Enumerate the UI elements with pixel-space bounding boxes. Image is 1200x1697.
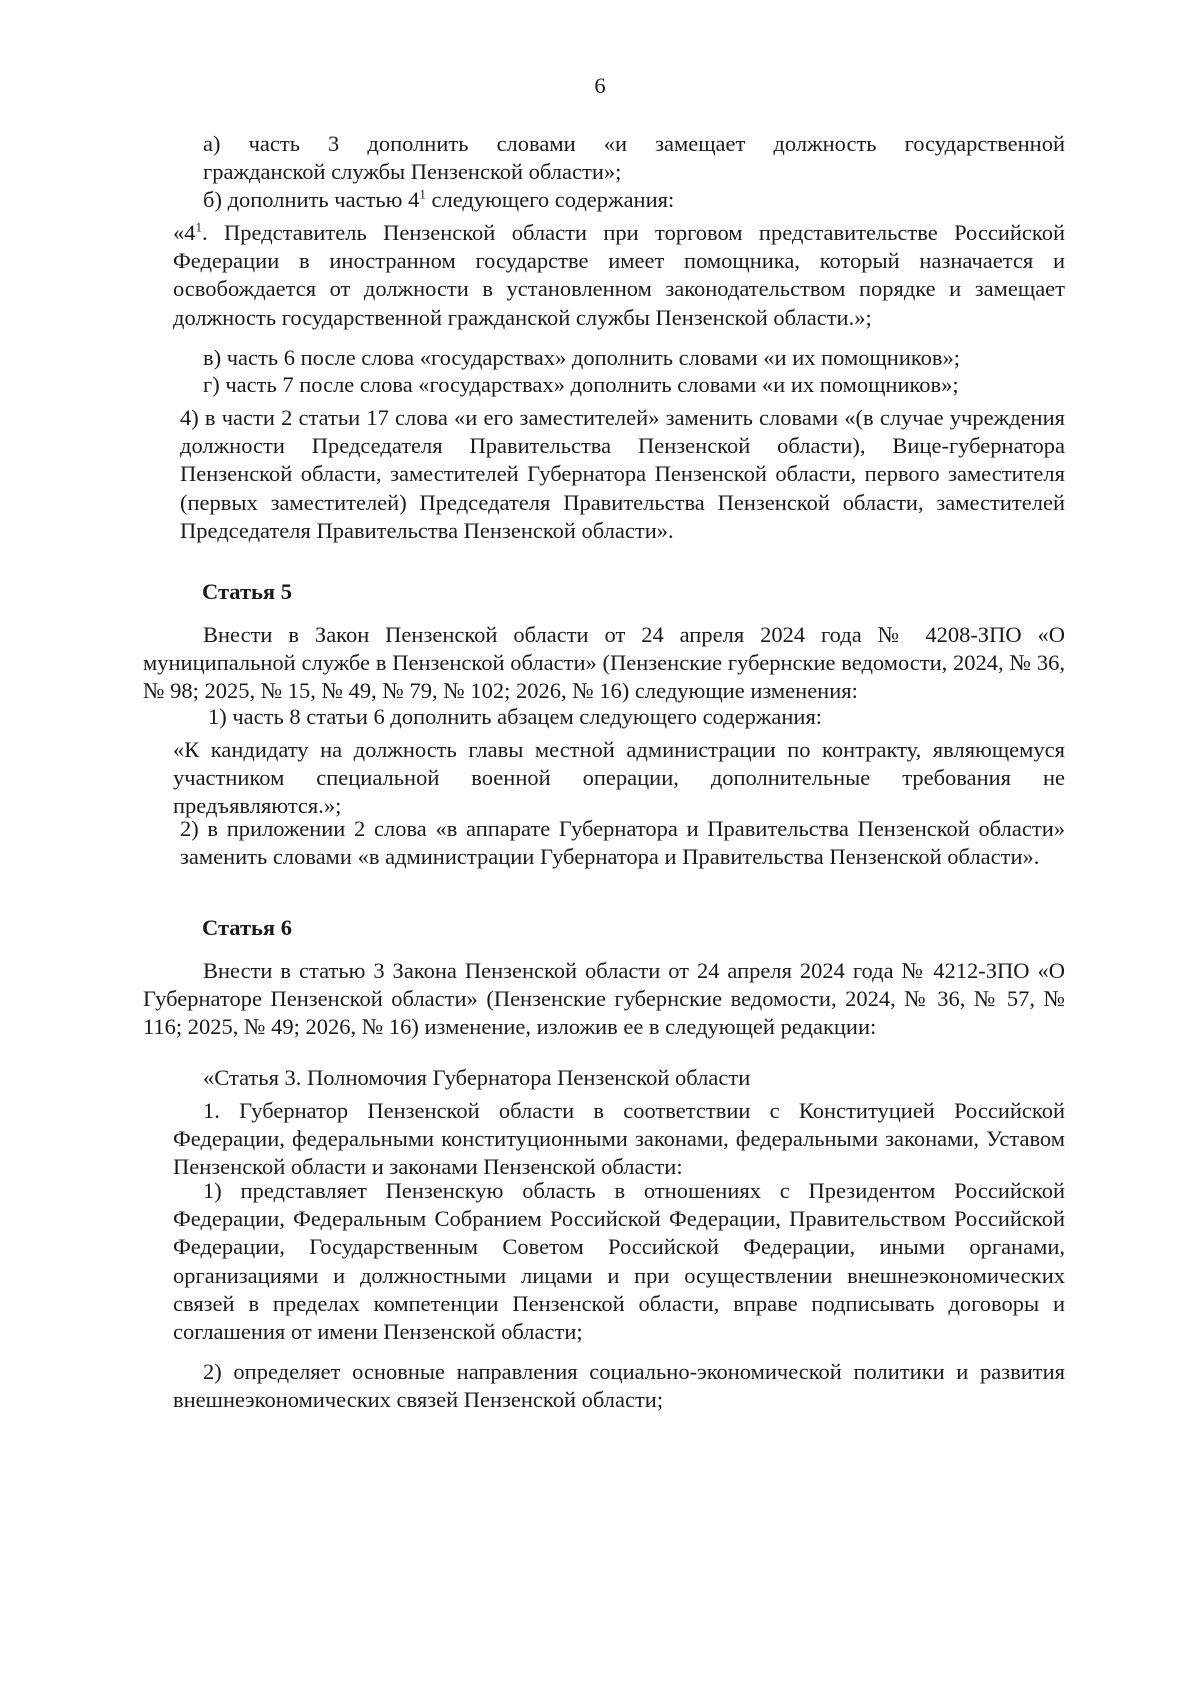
quote-paragraph-4-1 [173, 219, 1065, 332]
paragraph-a-line2: гражданской службы Пензенской области»; [203, 159, 622, 184]
paragraph-a-line1: а) часть 3 дополнить словами «и замещает должность государственной [203, 131, 1065, 156]
article-6-intro: Внести в статью 3 Закона Пензенской области от 24 апреля 2024 года № 4212-ЗПО «О Губернаторе Пензенской области» (Пензенские губернские ведомости, 2024, № 36, № 57, № 116; 2025, № 49; 2026, № 16) изменение, изложив ее в следующей редакции: [143, 958, 1065, 1040]
article-6-item-2: 2) определяет основные направления социально-экономической политики и развития внешнеэкономических связей Пензенской области; [173, 1359, 1065, 1413]
paragraph-g: г) часть 7 после слова «государствах» дополнить словами «и их помощников»; [203, 372, 959, 397]
article-6-title: Статья 6 [202, 915, 292, 940]
quote-start: «4 [173, 220, 196, 245]
paragraph-v: в) часть 6 после слова «государствах» дополнить словами «и их помощников»; [203, 345, 961, 370]
paragraph-b [203, 186, 1065, 214]
article-5-item-1: 1) часть 8 статьи 6 дополнить абзацем следующего содержания: [208, 704, 823, 729]
article-5-title: Статья 5 [202, 579, 292, 604]
article-5-quote: «К кандидату на должность главы местной администрации по контракту, являющемуся участником специальной военной операции, дополнительные требования не предъявляются.»; [173, 737, 1065, 819]
article-5-intro: Внести в Закон Пензенской области от 24 апреля 2024 года № 4208-ЗПО «О муниципальной службе в Пензенской области» (Пензенские губернские ведомости, 2024, № 36, № 98; 2025, № 15, № 49, № 79, № 102; 2026, № 16) следующие изменения: [143, 622, 1065, 704]
article-5-item-2: 2) в приложении 2 слова «в аппарате Губернатора и Правительства Пензенской области» заменить словами «в администрации Губернатора и Правительства Пензенской области». [180, 816, 1065, 870]
superscript: 1 [195, 219, 202, 235]
article-6-paragraph-1: 1. Губернатор Пензенской области в соответствии с Конституцией Российской Федерации, федеральными конституционными законами, федеральными законами, Уставом Пензенской области и законами Пензенской области: [173, 1098, 1065, 1180]
article-6-heading: «Статья 3. Полномочия Губернатора Пензенской области [203, 1065, 751, 1090]
paragraph-b-text-end: следующего содержания: [425, 187, 675, 212]
quote-text: . Представитель Пензенской области при торговом представительстве Российской Федерации в иностранном государстве имеет помощника, который назначается и освобождается от должности в установленном законодательством порядке и замещает должность государственной гражданской службы Пензенской области.»; [173, 220, 1065, 330]
paragraph-item-4: 4) в части 2 статьи 17 слова «и его заместителей» заменить словами «(в случае учреждения должности Председателя Правительства Пензенской области), Вице-губернатора Пензенской области, заместителей Губернатора Пензенской области, первого заместителя (первых заместителей) Председателя Правительства Пензенской области, заместителей Председателя Правительства Пензенской области». [180, 405, 1065, 543]
article-6-item-1: 1) представляет Пензенскую область в отношениях с Президентом Российской Федерации, Федеральным Собранием Российской Федерации, Правительством Российской Федерации, Государственным Советом Российской Федерации, иными органами, организациями и должностными лицами и при осуществлении внешнеэкономических связей в пределах компетенции Пензенской области, вправе подписывать договоры и соглашения от имени Пензенской области; [173, 1178, 1065, 1345]
superscript: 1 [419, 186, 426, 202]
page-number: 6 [594, 73, 606, 98]
paragraph-b-text: б) дополнить частью 4 [203, 187, 420, 212]
